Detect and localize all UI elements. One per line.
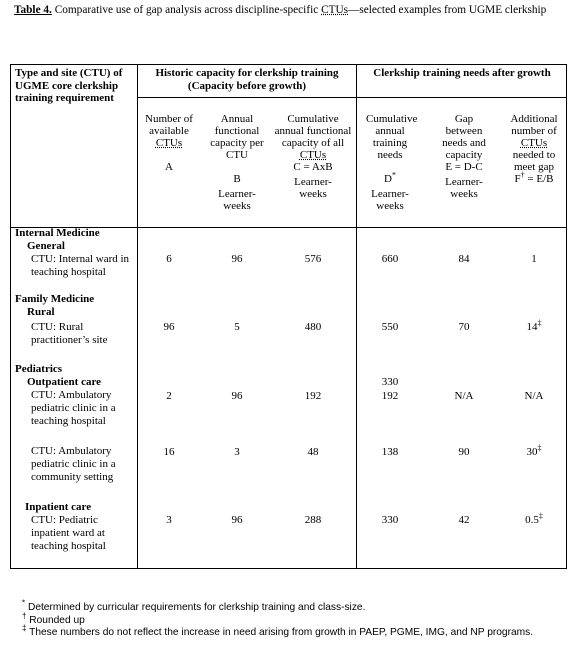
- row-label: CTU: Ambulatory pediatric clinic in a community setting: [31, 445, 116, 483]
- cell-f: 30‡: [526, 443, 542, 458]
- divider: [137, 97, 566, 98]
- group-pediatrics: Pediatrics Outpatient care: [15, 363, 102, 388]
- header-col-f: Additional number of CTUs needed to meet gap F† = E/B: [510, 113, 558, 185]
- footnote-1: * Determined by curricular requirements for clerkship training and class-size.: [22, 598, 366, 613]
- table-caption: [14, 4, 569, 17]
- header-col-c: Cumulative annual functional capacity of all CTUs C = AxB Learner-weeks: [274, 113, 352, 200]
- divider: [137, 65, 138, 568]
- header-col-a: Number of available CTUs A: [145, 113, 193, 173]
- cell-f: N/A: [524, 390, 544, 402]
- cell-e: 70: [458, 321, 470, 333]
- cell-c: 192: [304, 390, 322, 402]
- cell-e: N/A: [454, 390, 474, 402]
- group-inpatient-care: Inpatient care: [25, 501, 92, 513]
- row-label: CTU: Rural practitioner’s site: [31, 321, 108, 346]
- cell-a: 6: [166, 253, 172, 265]
- cell-d: 330: [381, 514, 399, 526]
- caption-text: Comparative use of gap analysis across discipline-specific: [51, 4, 322, 16]
- cell-e: 84: [458, 253, 470, 265]
- cell-b: 5: [234, 321, 240, 333]
- cell-b: 96: [231, 253, 243, 265]
- cell-f: 1: [531, 253, 537, 265]
- cell-f: 0.5‡: [525, 511, 543, 526]
- table-label: Table 4.: [14, 4, 52, 16]
- cell-d-top: 330: [381, 376, 399, 388]
- row-label: CTU: Pediatric inpatient ward at teaching hospital: [31, 514, 106, 552]
- cell-b: 96: [231, 514, 243, 526]
- group-family-medicine: Family Medicine Rural: [15, 293, 95, 318]
- cell-a: 2: [166, 390, 172, 402]
- cell-f: 14‡: [526, 318, 542, 333]
- header-historic: Historic capacity for clerkship training (Capacity before growth): [155, 67, 339, 92]
- cell-c: 288: [304, 514, 322, 526]
- header-needs: Clerkship training needs after growth: [373, 67, 551, 79]
- cell-c: 480: [304, 321, 322, 333]
- cell-d: 138: [381, 446, 399, 458]
- cell-d: 660: [381, 253, 399, 265]
- footnote-3: ‡ These numbers do not reflect the increase in need arising from growth in PAEP, PGME, IMG, and NP programs.: [22, 623, 534, 638]
- cell-d: 550: [381, 321, 399, 333]
- header-col-b: Annual functional capacity per CTU B Learner-weeks: [210, 113, 264, 212]
- cell-c: 576: [304, 253, 322, 265]
- cell-a: 3: [166, 514, 172, 526]
- cell-b: 96: [231, 390, 243, 402]
- cell-d: 192: [381, 390, 399, 402]
- caption-ctus: CTUs: [321, 4, 349, 16]
- header-col-e: Gap between needs and capacity E = D-C Learner-weeks: [442, 113, 486, 200]
- row-label: CTU: Internal ward in teaching hospital: [31, 253, 130, 278]
- cell-e: 90: [458, 446, 470, 458]
- group-internal-medicine: Internal Medicine General: [15, 227, 100, 252]
- cell-a: 96: [163, 321, 175, 333]
- footnote-2: † Rounded up: [22, 611, 85, 626]
- header-type-site: Type and site (CTU) of UGME core clerkship training requirement: [15, 67, 123, 104]
- header-col-d: Cumulative annual training needs D* Learner-weeks: [366, 113, 418, 212]
- caption-text-end: —selected examples from UGME clerkship: [348, 4, 547, 16]
- gap-analysis-table: [10, 64, 567, 569]
- cell-c: 48: [307, 446, 319, 458]
- divider: [356, 65, 357, 568]
- row-label: CTU: Ambulatory pediatric clinic in a teaching hospital: [31, 389, 116, 427]
- cell-a: 16: [163, 446, 175, 458]
- footnotes: [22, 598, 567, 640]
- cell-e: 42: [458, 514, 470, 526]
- cell-b: 3: [234, 446, 240, 458]
